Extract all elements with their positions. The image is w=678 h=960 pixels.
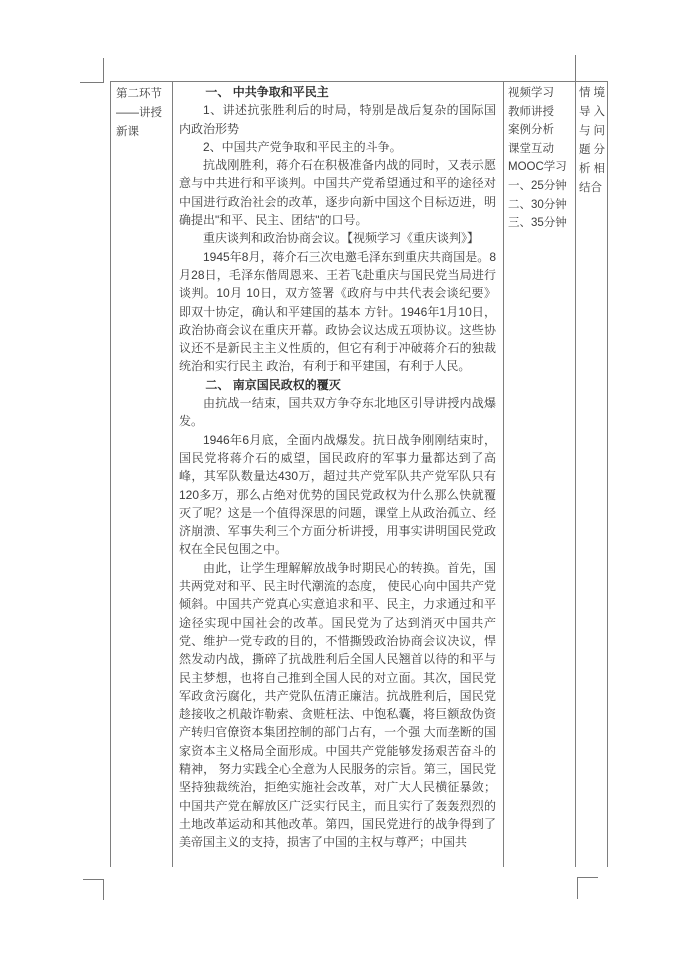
method-item: 案例分析 <box>508 124 554 137</box>
paragraph: 2、中国共产党争取和平民主的斗争。 <box>203 139 402 154</box>
lesson-plan-table <box>110 81 608 867</box>
paragraph: 由此，让学生理解解放战争时期民心的转换。首先，国共两党对和平、民主时代潮流的态度， 使民心向中国共产党倾斜。中国共产党真心实意追求和平、民主，力求通过和平途径实现中国社会的改革。国民党为了达到消灭中国共产党、维护一党专政的目的，不惜撕毁政治协商会议决议，悍然发动内战，撕碎了抗战胜利后全国人民翘首以待的和平与民主梦想，也将自己推到全国人民的对立面。其次，国民党军政贪污腐化，共产党队伍清正廉洁。抗战胜利后，国民党趁接收之机敲诈勒索、贪赃枉法、中饱私囊，将巨额敌伪资产转归官僚资本集团控制的部门占有，一个强 大而垄断的国家资本主义格局全面形成。中国共产党能够发扬艰苦奋斗的精神， 努力实践全心全意为人民服务的宗旨。第三，国民党坚持独裁统治，拒绝实施社会改革，对广大人民横征暴敛；中国共产党在解放区广泛实行民主，而且实行了轰轰烈烈的土地改革运动和其他改革。第四，国民党进行的战争得到了美帝国主义的支持，损害了中国的主权与尊严；中国共 <box>179 560 496 850</box>
paragraph: 重庆谈判和政治协商会议。【视频学习《重庆谈判》】 <box>203 231 480 246</box>
method-item: 二、30分钟 <box>508 198 567 211</box>
method-item: 课堂互动 <box>508 142 554 155</box>
method-item: 教师讲授 <box>508 105 554 118</box>
paragraph: 抗战刚胜利，蒋介石在积极准备内战的同时，又表示愿意与中共进行和平谈判。中国共产党希望通过和平的途径对中国进行政治社会的改革，逐步向新中国这个目标迈进，明确提出"和平、民主、团结"的口号。 <box>179 158 496 228</box>
paragraph: 由抗战一结束，国共双方争夺东北地区引导讲授内战爆发。 <box>179 396 496 429</box>
paragraph: 1945年8月，蒋介石三次电邀毛泽东到重庆共商国是。8月28日，毛泽东偕周恩来、王若飞赴重庆与国民党当局进行谈判。10月 10日，双方签署《政府与中共代表会谈纪要》即双十协定，确认和平建国的基本 方针。1946年1月10日，政治协商会议在重庆开幕。政协会议达成五项协议。这些协议还不是新民主主义性质的，但它有利于冲破蒋介石的独裁统治和实行民主 政治，有利于和平建国，有利于人民。 <box>179 249 496 374</box>
method-item: 三、35分钟 <box>508 217 567 230</box>
crop-mark-bottom-left <box>83 879 104 900</box>
section-heading-1: 一、 中共争取和平民主 <box>205 85 329 99</box>
crop-mark-bottom-right <box>577 877 598 899</box>
section-heading-2: 二、 南京国民政权的覆灭 <box>205 377 341 392</box>
content-cell <box>172 82 503 867</box>
method-item: MOOC学习 <box>508 161 567 174</box>
methods-cell <box>503 82 575 867</box>
crop-mark-top-left <box>80 58 104 83</box>
paragraph: 1946年6月底，全面内战爆发。抗日战争刚刚结束时，国民党将蒋介石的威望，国民政府的军事力量都达到了高峰，其军队数量达430万，超过共产党军队共产党军队只有120多万，那么占绝对优势的国民党政权为什么那么快就覆灭了呢？这是一个值得深思的问题，课堂上从政治孤立、经济崩溃、军事失利三个方面分析讲授，用事实讲明国民党政权在全民包围之中。 <box>179 432 496 557</box>
paragraph: 1、讲述抗张胜利后的时局，特别是战后复杂的国际国内政治形势 <box>179 103 496 136</box>
stage-cell <box>110 82 172 867</box>
method-item: 视频学习 <box>508 87 554 99</box>
method-item: 一、25分钟 <box>508 179 567 192</box>
stage-label: 第二环节——讲授新课 <box>116 88 162 138</box>
approach-text: 情境导入与问题分析相结合 <box>579 87 605 194</box>
approach-cell <box>575 82 608 867</box>
crop-mark-top-right <box>575 55 598 82</box>
